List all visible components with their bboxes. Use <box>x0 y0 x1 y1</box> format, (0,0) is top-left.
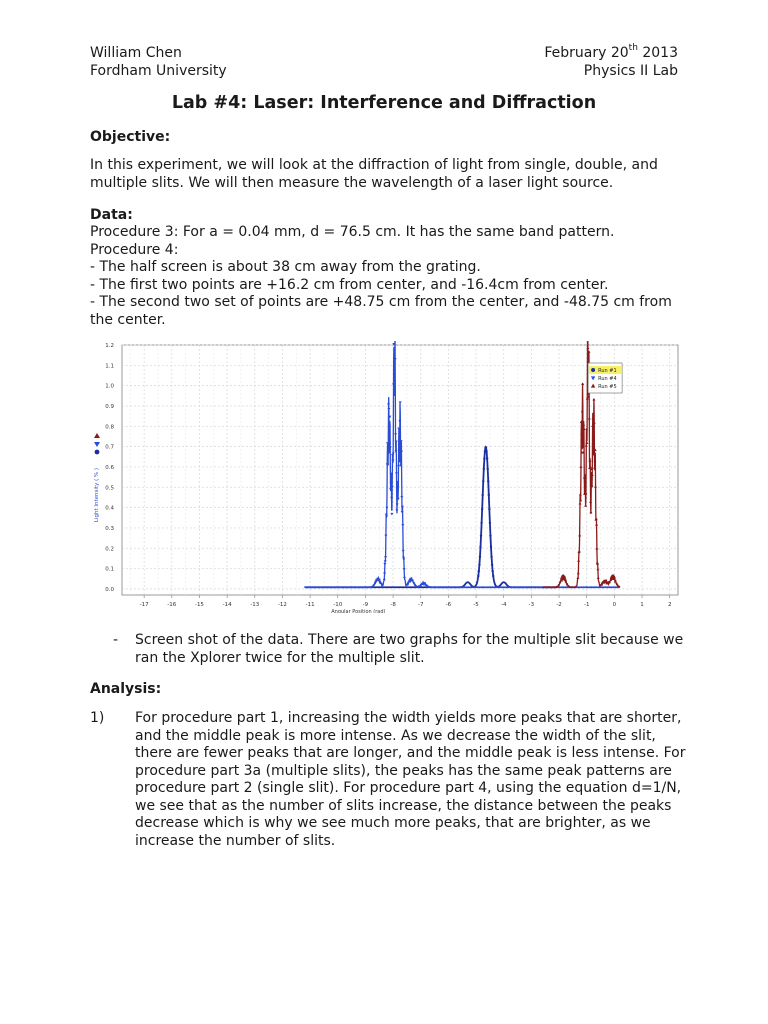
y-tick-label: 1.0 <box>105 383 114 390</box>
y-tick-label: 0.6 <box>105 464 114 471</box>
legend-marker <box>591 368 595 372</box>
data-point <box>487 480 489 482</box>
data-point <box>479 546 481 548</box>
objective-text: In this experiment, we will look at the diffraction of light from single, double, and multiple slits. We will then measure the wavelength of a laser light source. <box>90 157 658 191</box>
report-date <box>544 44 678 62</box>
data-point <box>491 564 493 566</box>
x-tick-label: -13 <box>250 602 260 608</box>
x-tick-label: -6 <box>445 602 452 608</box>
data-point <box>489 534 491 536</box>
data-point <box>482 494 484 496</box>
x-tick-label: -10 <box>333 602 343 608</box>
analysis-item-text: For procedure part 1, increasing the width yields more peaks that are shorter, and the middle peak is more intense. As we decrease the width of the slit, there are fewer peaks that are longer, and the middle peak is less intense. For procedure part 3a (multiple slits), the peaks has the same peak patterns are procedure part 2 (single slit). For procedure part 4, using the equation d=1/N, we see that as the number of slits increase, the distance between the peaks decrease which is why we see much more peaks, that are brighter, as we increase the number of slits. <box>135 710 686 849</box>
legend-label: Run #4 <box>598 376 617 382</box>
analysis-section <box>90 680 690 698</box>
date-block <box>544 44 678 80</box>
analysis-item-number: 1) <box>90 710 105 726</box>
legend-label: Run #5 <box>598 384 617 390</box>
data-point <box>486 457 488 459</box>
date-year: 2013 <box>637 45 678 61</box>
data-point <box>481 508 483 510</box>
x-tick-label: -14 <box>222 602 232 608</box>
data-point <box>483 468 485 470</box>
intensity-chart-svg <box>90 341 680 613</box>
data-point <box>491 570 493 572</box>
data-heading: Data: <box>90 207 133 223</box>
x-tick-label: -5 <box>473 602 479 608</box>
x-tick-label: -8 <box>390 602 396 608</box>
data-point <box>479 556 481 558</box>
data-line: Procedure 4: <box>90 241 179 258</box>
x-tick-label: -16 <box>167 602 177 608</box>
data-point <box>483 457 485 459</box>
x-tick-label: 0 <box>612 602 617 608</box>
y-tick-label: 0.3 <box>105 525 114 532</box>
data-point <box>488 494 490 496</box>
y-tick-label: 0.2 <box>105 546 114 553</box>
date-prefix: February 20 <box>544 45 629 61</box>
data-point <box>488 508 490 510</box>
x-tick-label: 1 <box>640 602 644 608</box>
x-tick-label: -2 <box>556 602 562 608</box>
data-line: - The first two points are +16.2 cm from center, and -16.4cm from center. <box>90 276 609 293</box>
x-tick-label: -1 <box>583 602 590 608</box>
data-point <box>480 522 482 524</box>
x-tick-label: 2 <box>667 602 672 608</box>
axis-run-marker <box>95 450 100 455</box>
objective-heading: Objective: <box>90 129 171 145</box>
x-tick-label: -17 <box>139 602 149 608</box>
caption-dash: - <box>113 632 119 648</box>
course-name: Physics II Lab <box>583 63 678 79</box>
x-axis-label: Angular Position (rad) <box>331 609 386 613</box>
y-tick-label: 0.0 <box>105 586 114 593</box>
y-tick-label: 1.1 <box>105 363 114 370</box>
x-tick-label: -7 <box>418 602 424 608</box>
x-tick-label: -3 <box>528 602 535 608</box>
data-point <box>482 480 484 482</box>
data-point <box>485 446 487 448</box>
legend-label: Run #1 <box>598 368 617 374</box>
data-point <box>490 556 492 558</box>
date-ordinal: th <box>628 43 638 54</box>
data-section <box>90 206 690 329</box>
x-tick-label: -4 <box>500 602 507 608</box>
data-line: - The half screen is about 38 cm away from the grating. <box>90 259 481 275</box>
y-axis-label: Light Intensity ( % ) <box>94 467 100 523</box>
y-tick-label: 0.4 <box>105 505 114 512</box>
data-line: Procedure 3: For a = 0.04 mm, d = 76.5 cm. It has the same band pattern. <box>90 224 615 240</box>
x-tick-label: -11 <box>305 602 315 608</box>
y-tick-label: 0.7 <box>105 444 114 451</box>
objective-section <box>90 128 690 192</box>
x-tick-label: -12 <box>277 602 287 608</box>
x-tick-label: -9 <box>362 602 369 608</box>
author-name: William Chen <box>90 45 182 61</box>
y-tick-label: 0.1 <box>105 566 114 573</box>
data-point <box>492 575 494 577</box>
data-point <box>480 534 482 536</box>
data-point <box>490 546 492 548</box>
data-point <box>489 522 491 524</box>
data-point <box>486 468 488 470</box>
data-point <box>478 570 480 572</box>
caption-text: Screen shot of the data. There are two graphs for the multiple slit because we ran the Xplorer twice for the multiple slit. <box>135 632 684 666</box>
y-tick-label: 0.5 <box>105 485 114 492</box>
y-tick-label: 0.9 <box>105 403 114 410</box>
data-point <box>478 564 480 566</box>
school-name: Fordham University <box>90 63 227 79</box>
analysis-heading: Analysis: <box>90 681 162 697</box>
author-block <box>90 44 227 80</box>
y-tick-label: 0.8 <box>105 424 114 431</box>
data-point <box>485 450 487 452</box>
intensity-chart <box>90 341 680 613</box>
x-tick-label: -15 <box>194 602 204 608</box>
data-line: - The second two set of points are +48.75 cm from the center, and -48.75 cm from the center. <box>90 294 672 328</box>
page-title: Lab #4: Laser: Interference and Diffraction <box>171 93 597 113</box>
data-point <box>477 575 479 577</box>
y-tick-label: 1.2 <box>105 343 114 349</box>
